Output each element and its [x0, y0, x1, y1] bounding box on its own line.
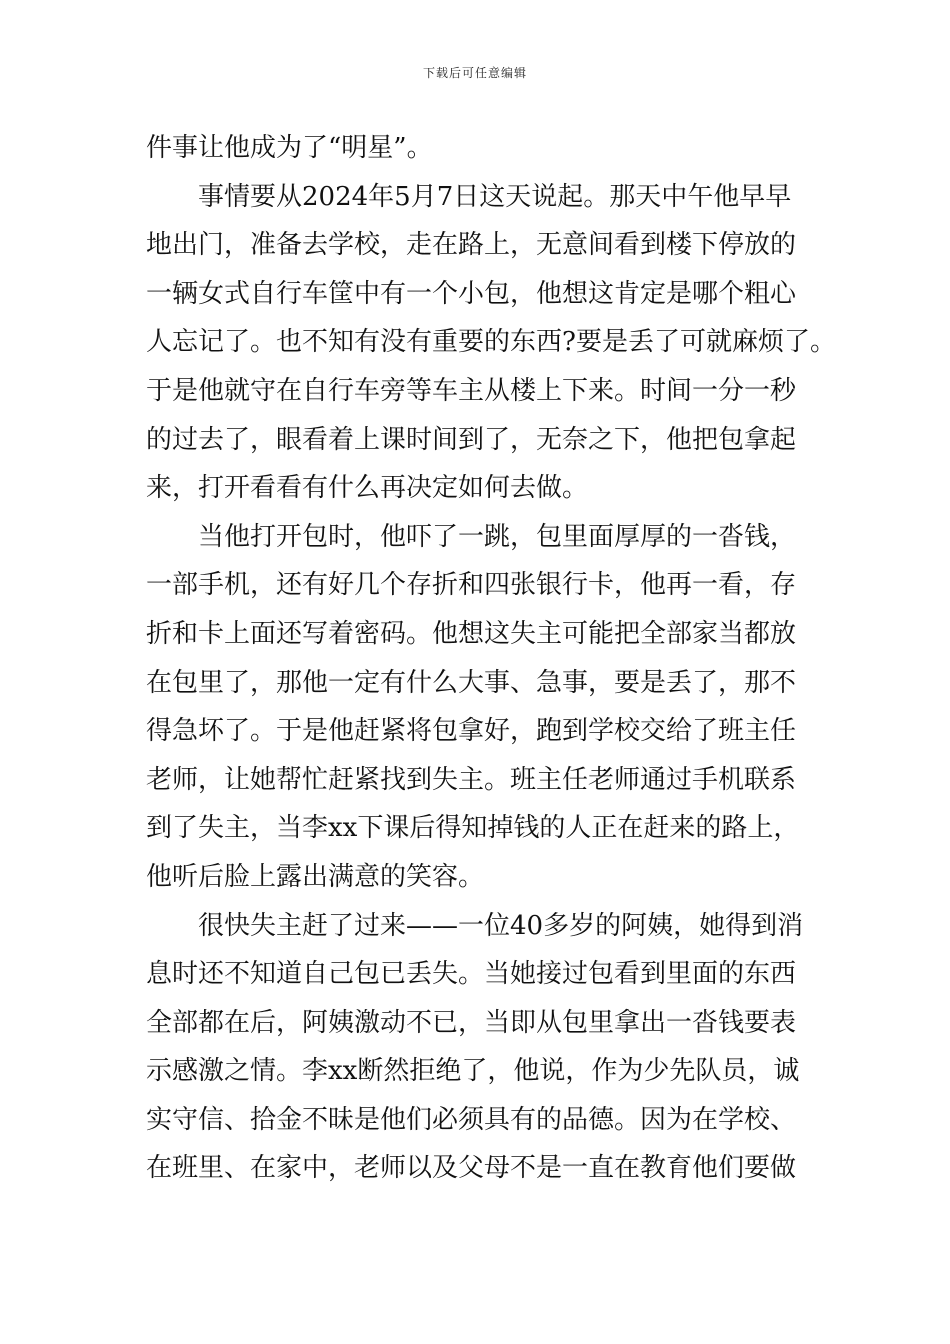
text-line: 得急坏了。于是他赶紧将包拿好，跑到学校交给了班主任	[146, 716, 797, 747]
text-line: 息时还不知道自己包已丢失。当她接过包看到里面的东西	[146, 959, 797, 990]
text-line: 在包里了，那他一定有什么大事、急事，要是丢了，那不	[146, 667, 797, 698]
text-line: 老师，让她帮忙赶紧找到失主。班主任老师通过手机联系	[146, 764, 797, 795]
text-line: 的过去了，眼看着上课时间到了，无奈之下，他把包拿起	[146, 424, 797, 455]
text-line: 来，打开看看有什么再决定如何去做。	[146, 473, 589, 504]
text-line: 人忘记了。也不知有没有重要的东西?要是丢了可就麻烦了。	[146, 327, 836, 358]
text-line: 全部都在后，阿姨激动不已，当即从包里拿出一沓钱要表	[146, 1007, 797, 1038]
text-line: 示感激之情。李xx断然拒绝了，他说，作为少先队员，诚	[146, 1056, 800, 1087]
paragraph-first-line: 事情要从2024年5月7日这天说起。那天中午他早早	[198, 181, 792, 212]
text-line: 一部手机，还有好几个存折和四张银行卡，他再一看，存	[146, 570, 797, 601]
text-line: 折和卡上面还写着密码。他想这失主可能把全部家当都放	[146, 618, 797, 649]
text-line: 在班里、在家中，老师以及父母不是一直在教育他们要做	[146, 1153, 797, 1184]
text-line: 一辆女式自行车筐中有一个小包，他想这肯定是哪个粗心	[146, 278, 797, 309]
text-line: 实守信、拾金不昧是他们必须具有的品德。因为在学校、	[146, 1104, 797, 1135]
page-header: 下载后可任意编辑	[422, 66, 527, 80]
text-line: 于是他就守在自行车旁等车主从楼上下来。时间一分一秒	[146, 375, 797, 406]
text-line: 件事让他成为了“明星”。	[146, 133, 433, 163]
text-line: 他听后脸上露出满意的笑容。	[146, 861, 485, 892]
text-line: 地出门，准备去学校，走在路上，无意间看到楼下停放的	[146, 230, 797, 261]
document-body	[146, 124, 836, 1193]
paragraph-first-line: 很快失主赶了过来——一位40多岁的阿姨，她得到消	[198, 910, 804, 941]
text-line: 到了失主，当李xx下课后得知掉钱的人正在赶来的路上，	[146, 813, 800, 844]
paragraph-first-line: 当他打开包时，他吓了一跳，包里面厚厚的一沓钱，	[198, 521, 797, 552]
